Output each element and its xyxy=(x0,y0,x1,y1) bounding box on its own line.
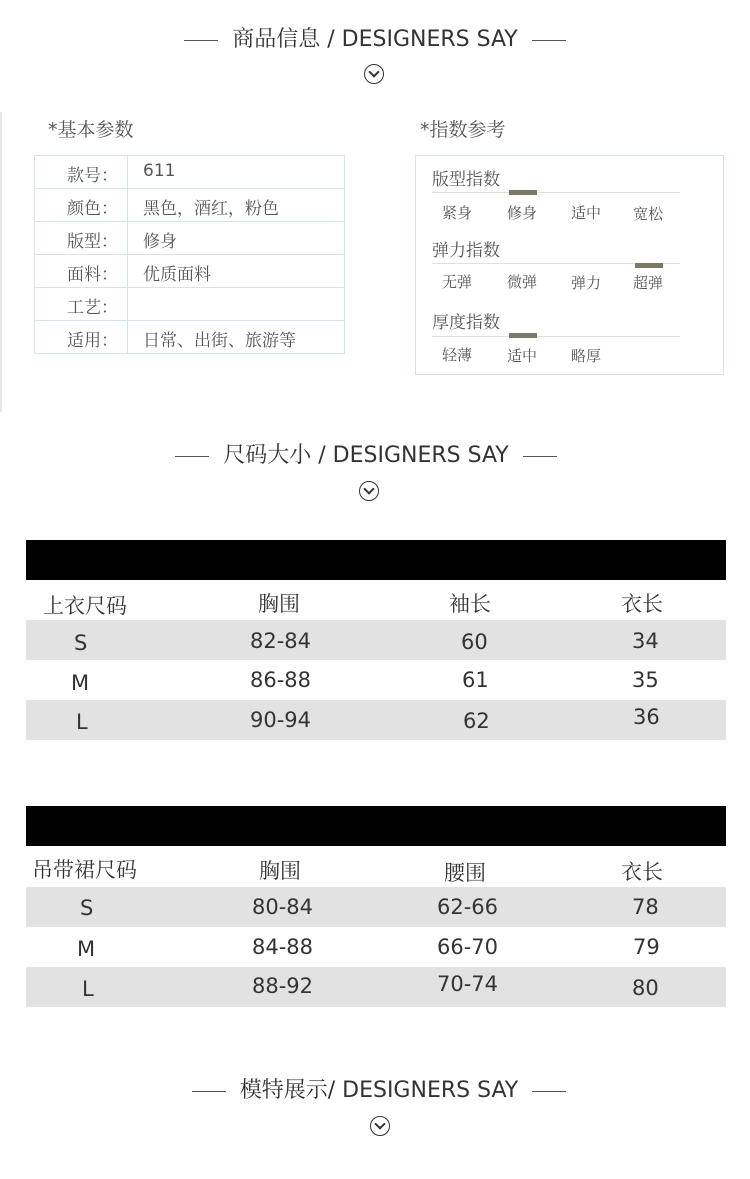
table-header-cell: 袖长 xyxy=(449,592,491,616)
param-key: 颜色： xyxy=(67,199,118,219)
table-cell: 61 xyxy=(462,668,489,692)
table-cell: 80 xyxy=(632,976,659,1000)
table-cell: 62-66 xyxy=(437,895,499,919)
table-top-bar xyxy=(26,540,726,580)
section-title: 尺码大小 / DESIGNERS SAY xyxy=(223,443,509,468)
table-header-cell: 胸围 xyxy=(259,859,301,883)
index-option: 适中 xyxy=(507,347,538,365)
param-value: 黑色，酒红，粉色 xyxy=(143,199,279,219)
table-header-cell: 上衣尺码 xyxy=(43,594,127,618)
section-header-size xyxy=(0,438,741,469)
chevron-down-icon xyxy=(359,481,379,501)
section-header-model xyxy=(4,1073,750,1104)
index-option: 宽松 xyxy=(633,205,664,223)
table-cell: 88-92 xyxy=(252,974,314,998)
index-option: 无弹 xyxy=(442,273,473,291)
index-option: 超弹 xyxy=(633,274,664,292)
table-cell: S xyxy=(80,896,94,920)
param-row xyxy=(35,156,344,189)
index-group-title: 版型指数 xyxy=(432,170,500,190)
index-option: 紧身 xyxy=(442,204,473,222)
divider xyxy=(532,40,566,41)
divider xyxy=(532,1091,566,1092)
table-cell: 90-94 xyxy=(250,708,312,732)
table-header-cell: 衣长 xyxy=(621,860,663,884)
param-row xyxy=(35,288,344,321)
param-value: 优质面料 xyxy=(143,265,211,285)
section-title: 模特展示/ DESIGNERS SAY xyxy=(239,1078,519,1103)
index-option: 轻薄 xyxy=(442,346,473,364)
index-group-title: 弹力指数 xyxy=(432,241,500,261)
table-cell: 60 xyxy=(461,630,488,654)
param-key: 工艺： xyxy=(67,298,118,318)
param-row xyxy=(35,222,344,255)
index-ref-box xyxy=(415,155,724,375)
table-cell: 78 xyxy=(632,895,659,919)
index-option: 微弹 xyxy=(507,273,538,291)
table-row xyxy=(26,660,726,700)
table-cell: L xyxy=(82,977,94,1001)
section-header-product-info xyxy=(0,22,750,53)
table-cell: L xyxy=(76,710,88,734)
index-selected-marker xyxy=(509,190,537,195)
table-row xyxy=(26,967,726,1007)
table-cell: 34 xyxy=(632,629,659,653)
table-cell: 82-84 xyxy=(250,629,312,653)
table-header-row xyxy=(26,580,726,620)
table-header-cell: 胸围 xyxy=(258,592,300,616)
param-key: 款号： xyxy=(67,166,118,186)
table-cell: 86-88 xyxy=(250,668,312,692)
table-header-row xyxy=(26,846,726,886)
table-row xyxy=(26,887,726,927)
table-cell: 80-84 xyxy=(252,895,314,919)
param-key: 面料： xyxy=(67,265,118,285)
section-title: 商品信息 / DESIGNERS SAY xyxy=(232,27,518,52)
index-ref-title: *指数参考 xyxy=(420,119,506,141)
index-option: 修身 xyxy=(507,204,538,222)
param-value: 611 xyxy=(143,161,176,181)
index-option: 略厚 xyxy=(571,347,602,365)
left-edge-line xyxy=(0,112,2,412)
table-top-bar xyxy=(26,806,726,846)
table-row xyxy=(26,620,726,660)
param-row xyxy=(35,255,344,288)
index-option: 弹力 xyxy=(571,274,602,292)
param-key: 适用： xyxy=(67,331,118,351)
index-selected-marker xyxy=(635,263,663,268)
param-row xyxy=(35,321,344,353)
table-cell: 79 xyxy=(633,935,660,959)
chevron-down-icon xyxy=(370,1116,390,1136)
index-scale-line xyxy=(432,336,680,337)
index-selected-marker xyxy=(509,333,537,338)
index-scale-line xyxy=(432,192,680,193)
table-cell: 84-88 xyxy=(252,935,314,959)
table-cell: 35 xyxy=(632,668,659,692)
table-row xyxy=(26,700,726,740)
table-cell: M xyxy=(71,671,90,695)
param-key: 版型： xyxy=(67,232,118,252)
chevron-down-icon xyxy=(364,64,384,84)
divider xyxy=(523,456,557,457)
table-header-cell: 衣长 xyxy=(621,592,663,616)
basic-params-title: *基本参数 xyxy=(48,119,134,141)
param-row xyxy=(35,189,344,222)
table-cell: M xyxy=(77,937,96,961)
table-header-cell: 吊带裙尺码 xyxy=(32,858,137,882)
table-cell: S xyxy=(74,631,88,655)
divider xyxy=(184,40,218,41)
index-option: 适中 xyxy=(571,204,602,222)
divider xyxy=(192,1091,226,1092)
table-cell: 70-74 xyxy=(437,972,499,996)
divider xyxy=(175,456,209,457)
table-cell: 66-70 xyxy=(437,935,499,959)
param-value: 日常、出街、旅游等 xyxy=(143,331,296,351)
basic-params-table xyxy=(34,155,345,354)
index-group-title: 厚度指数 xyxy=(432,313,500,333)
table-row xyxy=(26,927,726,967)
table-header-cell: 腰围 xyxy=(444,861,486,885)
param-value: 修身 xyxy=(143,232,177,252)
table-cell: 36 xyxy=(633,705,660,729)
table-cell: 62 xyxy=(463,709,490,733)
